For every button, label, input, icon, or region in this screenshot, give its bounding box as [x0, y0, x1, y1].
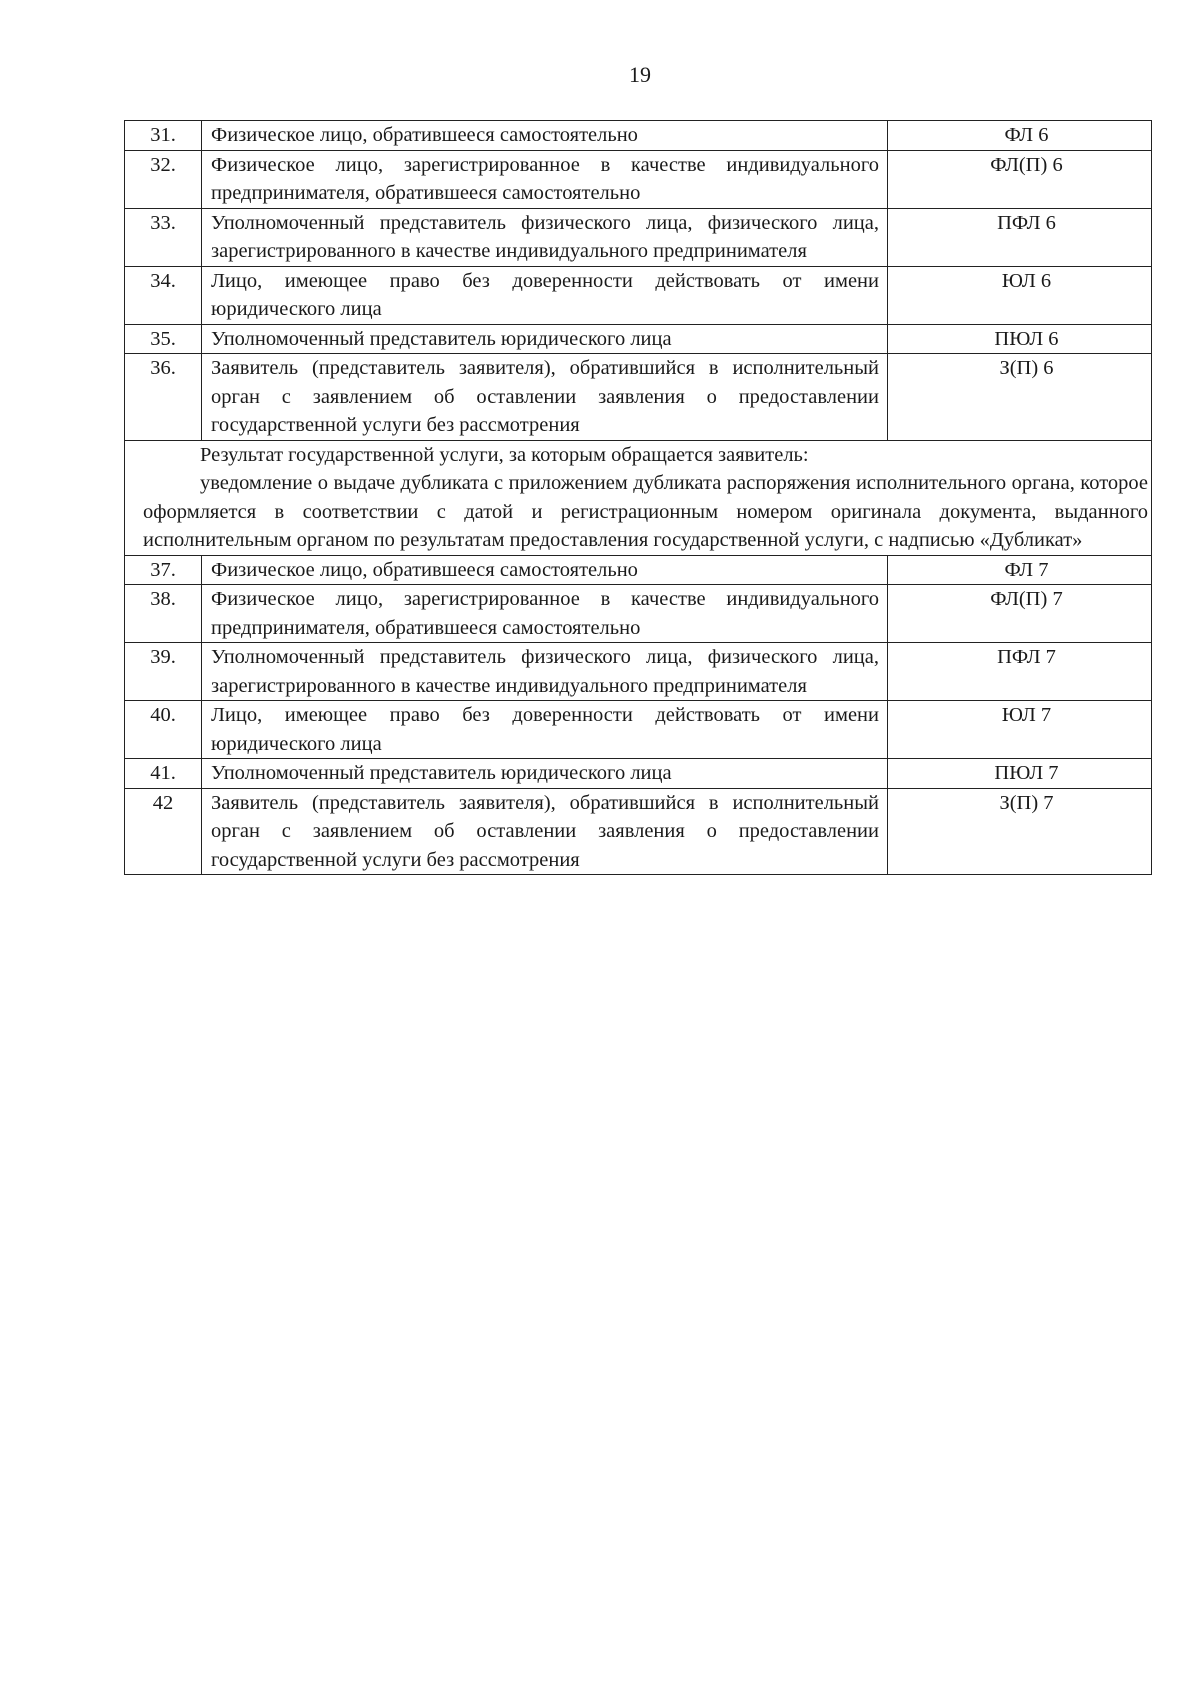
- table-row: [125, 324, 1152, 354]
- section-heading: Результат государственной услуги, за которым обращается заявитель:: [200, 443, 809, 466]
- table-row: [125, 555, 1152, 585]
- page-number: 19: [629, 62, 651, 87]
- row-code: ПФЛ 7: [888, 643, 1152, 701]
- table-row: [125, 759, 1152, 789]
- section-cell: [125, 440, 1152, 555]
- row-code: ПЮЛ 7: [888, 759, 1152, 789]
- row-code: ЮЛ 6: [888, 266, 1152, 324]
- row-description: Физическое лицо, обратившееся самостоятельно: [202, 555, 888, 585]
- applicant-categories-table: [124, 120, 1152, 875]
- table-row: [125, 643, 1152, 701]
- row-description: Физическое лицо, обратившееся самостоятельно: [202, 121, 888, 151]
- table-row: [125, 354, 1152, 441]
- row-description: Уполномоченный представитель юридического лица: [202, 324, 888, 354]
- table-row: [125, 121, 1152, 151]
- row-number: 32.: [125, 150, 202, 208]
- row-description: Заявитель (представитель заявителя), обратившийся в исполнительный орган с заявлением об оставлении заявления о предоставлении государственной услуги без рассмотрения: [202, 788, 888, 875]
- row-code: ФЛ 6: [888, 121, 1152, 151]
- row-description: Лицо, имеющее право без доверенности действовать от имени юридического лица: [202, 266, 888, 324]
- row-description: Лицо, имеющее право без доверенности действовать от имени юридического лица: [202, 701, 888, 759]
- row-description: Заявитель (представитель заявителя), обратившийся в исполнительный орган с заявлением об оставлении заявления о предоставлении государственной услуги без рассмотрения: [202, 354, 888, 441]
- row-number: 35.: [125, 324, 202, 354]
- row-code: ФЛ 7: [888, 555, 1152, 585]
- table-row: [125, 266, 1152, 324]
- row-description: Уполномоченный представитель юридического лица: [202, 759, 888, 789]
- row-code: З(П) 6: [888, 354, 1152, 441]
- row-number: 40.: [125, 701, 202, 759]
- row-description: Уполномоченный представитель физического лица, физического лица, зарегистрированного в качестве индивидуального предпринимателя: [202, 208, 888, 266]
- table-row: [125, 585, 1152, 643]
- row-code: ФЛ(П) 7: [888, 585, 1152, 643]
- table-row: [125, 208, 1152, 266]
- row-number: 37.: [125, 555, 202, 585]
- row-code: ПФЛ 6: [888, 208, 1152, 266]
- row-description: Физическое лицо, зарегистрированное в качестве индивидуального предпринимателя, обратившееся самостоятельно: [202, 150, 888, 208]
- row-number: 42: [125, 788, 202, 875]
- row-number: 36.: [125, 354, 202, 441]
- row-code: ПЮЛ 6: [888, 324, 1152, 354]
- row-number: 34.: [125, 266, 202, 324]
- table-row: [125, 150, 1152, 208]
- row-code: З(П) 7: [888, 788, 1152, 875]
- section-row: [125, 440, 1152, 555]
- row-number: 38.: [125, 585, 202, 643]
- row-description: Физическое лицо, зарегистрированное в качестве индивидуального предпринимателя, обратившееся самостоятельно: [202, 585, 888, 643]
- row-code: ЮЛ 7: [888, 701, 1152, 759]
- row-number: 33.: [125, 208, 202, 266]
- row-description: Уполномоченный представитель физического лица, физического лица, зарегистрированного в качестве индивидуального предпринимателя: [202, 643, 888, 701]
- row-code: ФЛ(П) 6: [888, 150, 1152, 208]
- row-number: 41.: [125, 759, 202, 789]
- section-body: уведомление о выдаче дубликата с приложением дубликата распоряжения исполнительного органа, которое оформляется в соответствии с датой и регистрационным номером оригинала документа, выданного исполнительным органом по результатам предоставления государственной услуги, с надписью «Дубликат»: [143, 472, 1148, 551]
- row-number: 31.: [125, 121, 202, 151]
- table-row: [125, 788, 1152, 875]
- row-number: 39.: [125, 643, 202, 701]
- table-row: [125, 701, 1152, 759]
